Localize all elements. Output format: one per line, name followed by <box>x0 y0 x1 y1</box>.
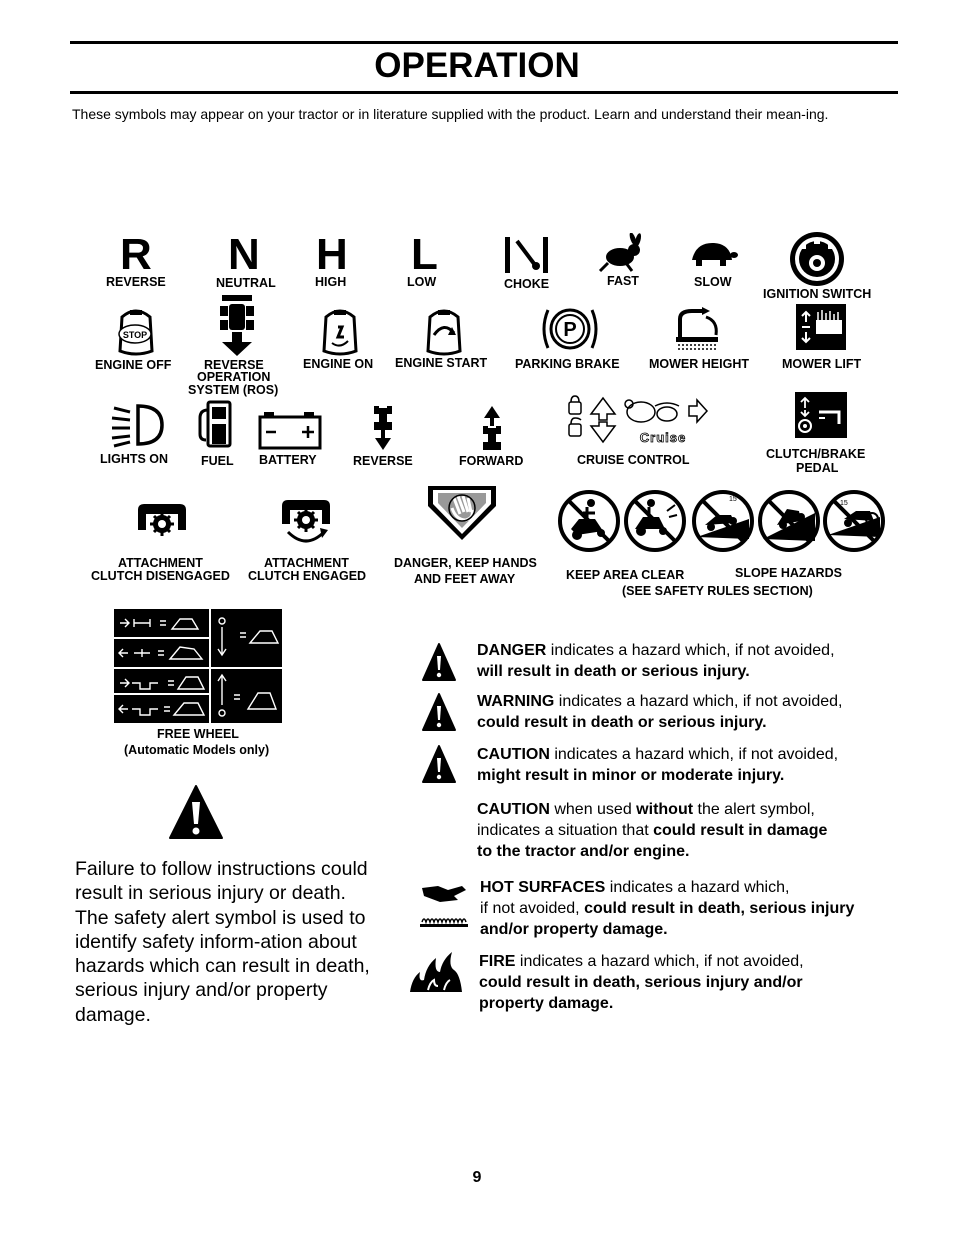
forward-direction-icon <box>481 404 503 452</box>
neutral-label: NEUTRAL <box>216 276 276 290</box>
attachment-clutch-engaged-icon <box>278 496 334 548</box>
fire-bold1: could result in death, serious injury and/or <box>479 974 803 991</box>
keep-area-clear-icon-2 <box>623 489 687 553</box>
neutral-letter-icon: N <box>228 230 260 279</box>
warning-alert-icon <box>421 692 457 732</box>
hot-surfaces-icon <box>418 880 470 930</box>
low-label: LOW <box>407 275 437 289</box>
engine-start-label: ENGINE START <box>395 356 488 370</box>
caution-definition <box>477 744 897 786</box>
caution-alert-icon <box>421 744 457 784</box>
danger-word: DANGER <box>477 642 547 659</box>
att-engaged-line2: CLUTCH ENGAGED <box>248 569 367 583</box>
slope-hazard-icon-1 <box>691 489 755 553</box>
top-rule <box>70 41 898 44</box>
reverse-operation-system-icon <box>216 292 258 358</box>
mower-height-label: MOWER HEIGHT <box>649 357 749 371</box>
engine-start-icon <box>424 307 464 357</box>
hot-bold2: and/or property damage. <box>480 921 668 938</box>
reverse-direction-icon <box>372 404 394 452</box>
engine-on-icon <box>320 307 360 357</box>
mower-height-icon <box>672 303 722 353</box>
fast-label: FAST <box>607 274 639 288</box>
stop-text: STOP <box>122 330 148 340</box>
att-disengaged-line1: ATTACHMENT <box>118 556 203 570</box>
cruise-word: Cruise <box>639 430 687 445</box>
warning-text: indicates a hazard which, if not avoided, <box>554 693 843 710</box>
caution2-bold1: could result in damage <box>653 822 828 839</box>
caution2-bold2: to the tractor and/or engine. <box>477 843 690 860</box>
clutch-brake-label-line2: PEDAL <box>796 461 839 475</box>
slow-label: SLOW <box>694 275 732 289</box>
turtle-icon <box>686 240 738 270</box>
slope-number-1: 15 <box>729 496 737 503</box>
att-engaged-line1: ATTACHMENT <box>264 556 349 570</box>
high-label: HIGH <box>315 275 347 289</box>
lights-on-label: LIGHTS ON <box>100 452 169 466</box>
title-underline <box>70 91 898 94</box>
att-disengaged-line2: CLUTCH DISENGAGED <box>91 569 230 583</box>
free-wheel-line1: FREE WHEEL <box>157 727 239 741</box>
mower-lift-label: MOWER LIFT <box>782 357 862 371</box>
slope-hazard-icon-2 <box>757 489 821 553</box>
danger-alert-icon <box>421 642 457 682</box>
keep-area-clear-icon-1 <box>557 489 621 553</box>
ros-label-line3: SYSTEM (ROS) <box>188 383 279 397</box>
engine-off-icon <box>114 307 158 357</box>
parking-brake-icon <box>540 304 600 354</box>
hot-bold1: could result in death, serious injury <box>584 900 855 917</box>
mower-lift-icon <box>796 304 846 350</box>
high-letter-icon: H <box>316 230 348 279</box>
ros-label-line2: OPERATION <box>197 370 271 384</box>
caution2-word: CAUTION <box>477 801 550 818</box>
reverse-label: REVERSE <box>106 275 166 289</box>
fuel-label: FUEL <box>201 454 234 468</box>
danger-bold: will result in death or serious injury. <box>477 663 750 680</box>
attachment-clutch-disengaged-icon <box>134 500 190 540</box>
free-wheel-icon <box>114 609 282 723</box>
cruise-control-icon <box>563 394 713 450</box>
slope-hazards-label: SLOPE HAZARDS <box>735 566 842 580</box>
page-title: OPERATION <box>374 46 580 85</box>
svg-text:P: P <box>563 319 577 341</box>
engine-off-label: ENGINE OFF <box>95 358 172 372</box>
low-letter-icon: L <box>411 230 438 279</box>
reverse-letter-icon: R <box>120 230 152 279</box>
slope-number-2: 15 <box>840 500 848 507</box>
danger-hands-line2: AND FEET AWAY <box>414 572 516 586</box>
slope-hazard-icon-3 <box>822 489 886 553</box>
hot-surfaces-definition <box>480 877 900 940</box>
cruise-control-label: CRUISE CONTROL <box>577 453 690 467</box>
reverse-direction-label: REVERSE <box>353 454 413 468</box>
caution2-text2: the alert symbol, <box>693 801 815 818</box>
caution-text: indicates a hazard which, if not avoided, <box>549 746 839 763</box>
free-wheel-line2: (Automatic Models only) <box>124 743 270 757</box>
hot-text1: indicates a hazard which, <box>605 879 790 896</box>
lights-on-icon <box>110 402 164 448</box>
fire-word: FIRE <box>479 953 516 970</box>
intro-text: These symbols may appear on your tractor or in literature supplied with the product. Learn and understand their mean-ing. <box>72 106 829 122</box>
see-safety-rules-label: (SEE SAFETY RULES SECTION) <box>622 584 813 598</box>
battery-label: BATTERY <box>259 453 317 467</box>
ignition-switch-icon <box>788 230 846 288</box>
caution2-text3: indicates a situation that <box>477 822 654 839</box>
failure-paragraph: Failure to follow instructions could result in serious injury or death. The safety alert symbol is used to identify safety inform-ation about hazards which can result in death, serious injury and/or property damage. <box>75 858 370 1026</box>
caution-bold: might result in minor or moderate injury. <box>477 767 785 784</box>
safety-alert-large-icon <box>168 784 224 840</box>
warning-bold: could result in death or serious injury. <box>477 714 767 731</box>
parking-brake-label: PARKING BRAKE <box>515 357 620 371</box>
fuel-pump-icon <box>198 400 232 450</box>
clutch-brake-label-line1: CLUTCH/BRAKE <box>766 447 866 461</box>
caution2-text1: when used <box>549 801 637 818</box>
hot-word: HOT SURFACES <box>480 879 606 896</box>
keep-hands-away-icon <box>426 484 498 542</box>
battery-icon <box>258 412 322 450</box>
warning-definition <box>477 691 897 733</box>
warning-word: WARNING <box>477 693 555 710</box>
fire-bold2: property damage. <box>479 995 614 1012</box>
danger-hands-line1: DANGER, KEEP HANDS <box>394 556 537 570</box>
fire-icon <box>408 950 464 994</box>
choke-icon <box>503 235 553 275</box>
rabbit-icon <box>598 233 644 273</box>
caution2-without: without <box>636 801 694 818</box>
hot-text2: if not avoided, <box>480 900 585 917</box>
caution-word: CAUTION <box>477 746 550 763</box>
keep-area-clear-label: KEEP AREA CLEAR <box>566 568 685 582</box>
forward-direction-label: FORWARD <box>459 454 524 468</box>
ignition-switch-label: IGNITION SWITCH <box>763 287 872 301</box>
danger-text: indicates a hazard which, if not avoided, <box>546 642 835 659</box>
ros-label-line1: REVERSE <box>204 358 264 372</box>
page-number: 9 <box>472 1169 482 1186</box>
fire-definition <box>479 951 899 1014</box>
engine-on-label: ENGINE ON <box>303 357 374 371</box>
choke-label: CHOKE <box>504 277 550 291</box>
clutch-brake-pedal-icon <box>795 392 847 438</box>
danger-definition <box>477 640 897 682</box>
caution-no-symbol-definition <box>477 799 897 862</box>
fire-text: indicates a hazard which, if not avoided, <box>515 953 804 970</box>
